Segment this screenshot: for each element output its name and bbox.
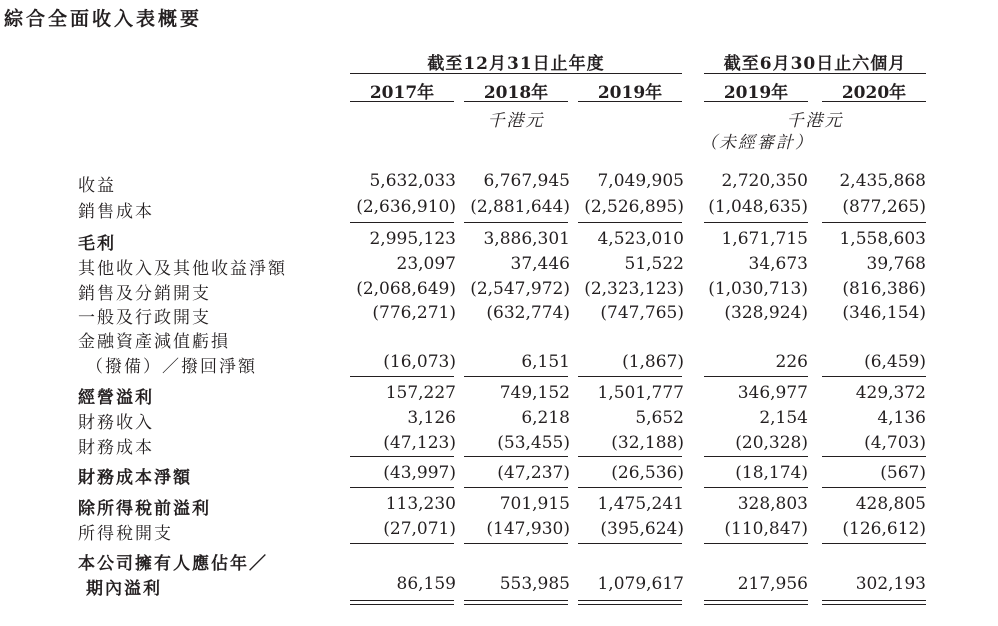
value-cell: (816,386) xyxy=(842,279,926,299)
value-cell: (776,271) xyxy=(372,303,456,323)
total-double-rule xyxy=(464,600,568,605)
value-cell: (328,924) xyxy=(724,303,808,323)
year-rule xyxy=(578,101,682,102)
value-cell: 701,915 xyxy=(499,494,570,514)
year-header-2018: 2018年 xyxy=(483,83,549,103)
value-cell: (346,154) xyxy=(842,303,926,323)
period-rule-fiscal-year xyxy=(350,73,682,74)
value-cell: 37,446 xyxy=(510,254,570,274)
row-label-profit-before-tax: 除所得稅前溢利 xyxy=(78,499,211,519)
value-cell: 6,151 xyxy=(521,352,570,372)
row-label-operating-profit: 經營溢利 xyxy=(78,388,154,408)
value-cell: (47,123) xyxy=(383,433,456,453)
year-rule xyxy=(822,101,926,102)
value-cell: (632,774) xyxy=(486,303,570,323)
subtotal-rule xyxy=(578,543,682,544)
value-cell: 2,720,350 xyxy=(721,171,808,191)
value-cell: 6,218 xyxy=(521,408,570,428)
subtotal-rule xyxy=(464,222,568,223)
row-label-admin-expenses: 一般及行政開支 xyxy=(78,308,211,328)
subtotal-rule xyxy=(464,456,568,457)
unit-label-fiscal-year: 千港元 xyxy=(487,111,545,131)
value-cell: 749,152 xyxy=(499,383,570,403)
subtotal-rule xyxy=(704,456,808,457)
value-cell: (20,328) xyxy=(735,433,808,453)
row-label-other-income: 其他收入及其他收益淨額 xyxy=(78,259,287,279)
subtotal-rule xyxy=(350,487,454,488)
value-cell: 5,652 xyxy=(635,408,684,428)
value-cell: 4,136 xyxy=(877,408,926,428)
value-cell: 34,673 xyxy=(748,254,808,274)
subtotal-rule xyxy=(704,487,808,488)
value-cell: (47,237) xyxy=(497,463,570,483)
value-cell: (2,636,910) xyxy=(356,197,456,217)
row-label-impairment-line2: （撥備）／撥回淨額 xyxy=(86,357,257,377)
subtotal-rule xyxy=(578,487,682,488)
value-cell: (395,624) xyxy=(600,519,684,539)
subtotal-rule xyxy=(350,376,454,377)
value-cell: (126,612) xyxy=(842,519,926,539)
subtotal-rule xyxy=(822,222,926,223)
value-cell: (53,455) xyxy=(497,433,570,453)
subtotal-rule xyxy=(350,222,454,223)
subtotal-rule xyxy=(704,376,808,377)
subtotal-rule xyxy=(350,543,454,544)
value-cell: 1,558,603 xyxy=(839,229,926,249)
value-cell: 328,803 xyxy=(737,494,808,514)
value-cell: (2,881,644) xyxy=(470,197,570,217)
subtotal-rule xyxy=(464,376,568,377)
value-cell: (877,265) xyxy=(842,197,926,217)
row-label-profit-attributable: 本公司擁有人應佔年／ xyxy=(78,554,268,574)
row-label-revenue: 收益 xyxy=(78,176,116,196)
value-cell: 553,985 xyxy=(499,574,570,594)
page-title: 綜合全面收入表概要 xyxy=(4,8,203,30)
unaudited-label: （未經審計） xyxy=(700,133,814,153)
value-cell: (27,071) xyxy=(383,519,456,539)
value-cell: (4,703) xyxy=(864,433,926,453)
value-cell: (567) xyxy=(880,463,926,483)
subtotal-rule xyxy=(578,222,682,223)
subtotal-rule xyxy=(464,543,568,544)
subtotal-rule xyxy=(578,376,682,377)
period-header-fiscal-year: 截至12月31日止年度 xyxy=(427,54,605,74)
row-label-selling-expenses: 銷售及分銷開支 xyxy=(78,284,211,304)
row-label-cost-of-sales: 銷售成本 xyxy=(78,202,154,222)
row-label-finance-income: 財務收入 xyxy=(78,413,154,433)
row-label-finance-costs: 財務成本 xyxy=(78,438,154,458)
value-cell: (2,547,972) xyxy=(470,279,570,299)
subtotal-rule xyxy=(350,456,454,457)
value-cell: (43,997) xyxy=(383,463,456,483)
subtotal-rule xyxy=(822,487,926,488)
value-cell: 1,671,715 xyxy=(721,229,808,249)
value-cell: 2,995,123 xyxy=(369,229,456,249)
year-rule xyxy=(350,101,454,102)
subtotal-rule xyxy=(822,543,926,544)
total-double-rule xyxy=(350,600,454,605)
value-cell: (18,174) xyxy=(735,463,808,483)
value-cell: (1,867) xyxy=(622,352,684,372)
value-cell: 23,097 xyxy=(396,254,456,274)
subtotal-rule xyxy=(578,456,682,457)
year-rule xyxy=(704,101,808,102)
value-cell: (147,930) xyxy=(486,519,570,539)
value-cell: 1,079,617 xyxy=(597,574,684,594)
value-cell: (2,526,895) xyxy=(584,197,684,217)
value-cell: 157,227 xyxy=(385,383,456,403)
value-cell: 6,767,945 xyxy=(483,171,570,191)
value-cell: 4,523,010 xyxy=(597,229,684,249)
subtotal-rule xyxy=(704,543,808,544)
value-cell: (747,765) xyxy=(600,303,684,323)
value-cell: (110,847) xyxy=(724,519,808,539)
year-header-2019-fy: 2019年 xyxy=(597,83,663,103)
value-cell: 1,475,241 xyxy=(597,494,684,514)
value-cell: 51,522 xyxy=(624,254,684,274)
value-cell: 429,372 xyxy=(855,383,926,403)
total-double-rule xyxy=(578,600,682,605)
value-cell: 1,501,777 xyxy=(597,383,684,403)
value-cell: 3,126 xyxy=(407,408,456,428)
value-cell: 39,768 xyxy=(866,254,926,274)
value-cell: 86,159 xyxy=(396,574,456,594)
value-cell: 428,805 xyxy=(855,494,926,514)
value-cell: (2,323,123) xyxy=(584,279,684,299)
unit-label-six-months: 千港元 xyxy=(786,111,844,131)
period-header-six-months: 截至6月30日止六個月 xyxy=(723,54,907,74)
value-cell: 217,956 xyxy=(737,574,808,594)
row-label-income-tax: 所得稅開支 xyxy=(78,524,173,544)
value-cell: (1,030,713) xyxy=(708,279,808,299)
year-header-2019-half: 2019年 xyxy=(723,83,789,103)
value-cell: 7,049,905 xyxy=(597,171,684,191)
value-cell: (26,536) xyxy=(611,463,684,483)
total-double-rule xyxy=(704,600,808,605)
value-cell: 226 xyxy=(775,352,808,372)
value-cell: (2,068,649) xyxy=(356,279,456,299)
value-cell: (32,188) xyxy=(611,433,684,453)
subtotal-rule xyxy=(822,456,926,457)
value-cell: 5,632,033 xyxy=(369,171,456,191)
year-header-2017: 2017年 xyxy=(369,83,435,103)
value-cell: (1,048,635) xyxy=(708,197,808,217)
value-cell: 302,193 xyxy=(855,574,926,594)
subtotal-rule xyxy=(822,376,926,377)
subtotal-rule xyxy=(704,222,808,223)
year-rule xyxy=(464,101,568,102)
year-header-2020-half: 2020年 xyxy=(841,83,907,103)
period-rule-six-months xyxy=(704,73,926,74)
value-cell: (6,459) xyxy=(864,352,926,372)
value-cell: (16,073) xyxy=(383,352,456,372)
subtotal-rule xyxy=(464,487,568,488)
value-cell: 3,886,301 xyxy=(483,229,570,249)
value-cell: 2,154 xyxy=(759,408,808,428)
value-cell: 113,230 xyxy=(385,494,456,514)
value-cell: 2,435,868 xyxy=(839,171,926,191)
total-double-rule xyxy=(822,600,926,605)
row-label-impairment: 金融資產減值虧損 xyxy=(78,332,230,352)
row-label-gross-profit: 毛利 xyxy=(78,234,116,254)
value-cell: 346,977 xyxy=(737,383,808,403)
row-label-profit-attributable-line2: 期內溢利 xyxy=(86,579,162,599)
row-label-net-finance-costs: 財務成本淨額 xyxy=(78,468,192,488)
